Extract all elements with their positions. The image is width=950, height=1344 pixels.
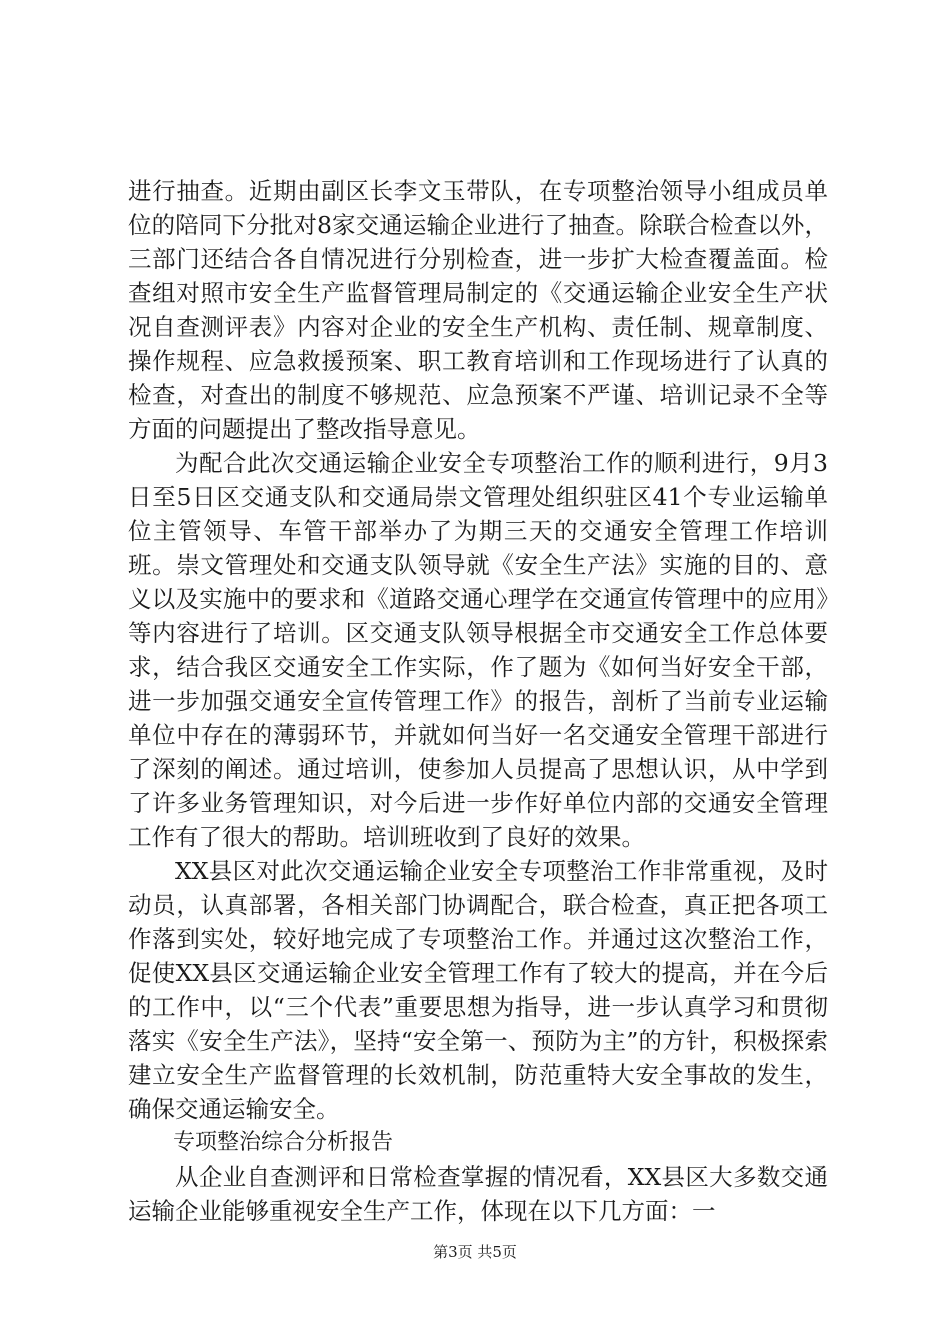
page-footer: 第3页 共5页 — [433, 1243, 517, 1261]
section-heading: 专项整治综合分析报告 — [173, 1130, 394, 1155]
paragraph-inspection: 进行抽查。近期由副区长李文玉带队，在专项整治领导小组成员单位的陪同下分批对8家交通运输企业进行了抽查。除联合检查以外，三部门还结合各自情况进行分别检查，进一步扩大检查覆盖面。检查组对照市安全生产监督管理局制定的《交通运输企业安全生产状况自查测评表》内容对企业的安全生产机构、责任制、规章制度、操作规程、应急救援预案、职工教育培训和工作现场进行了认真的检查，对查出的制度不够规范、应急预案不严谨、培训记录不全等方面的问题提出了整改指导意见。 — [128, 177, 828, 443]
paragraph-analysis: 从企业自查测评和日常检查掌握的情况看，XX县区大多数交通运输企业能够重视安全生产工作，体现在以下几方面：一 — [128, 1163, 828, 1225]
document-body — [128, 174, 828, 1228]
paragraph-summary: XX县区对此次交通运输企业安全专项整治工作非常重视，及时动员，认真部署，各相关部门协调配合，联合检查，真正把各项工作落到实处，较好地完成了专项整治工作。并通过这次整治工作，促使XX县区交通运输企业安全管理工作有了较大的提高，并在今后的工作中，以“三个代表”重要思想为指导，进一步认真学习和贯彻落实《安全生产法》，坚持“安全第一、预防为主”的方针，积极探索建立安全生产监督管理的长效机制，防范重特大安全事故的发生，确保交通运输安全。 — [128, 857, 828, 1123]
paragraph-training: 为配合此次交通运输企业安全专项整治工作的顺利进行，9月3日至5日区交通支队和交通局崇文管理处组织驻区41个专业运输单位主管领导、车管干部举办了为期三天的交通安全管理工作培训班。崇文管理处和交通支队领导就《安全生产法》实施的目的、意义以及实施中的要求和《道路交通心理学在交通宣传管理中的应用》等内容进行了培训。区交通支队领导根据全市交通安全工作总体要求，结合我区交通安全工作实际，作了题为《如何当好安全干部，进一步加强交通安全宣传管理工作》的报告，剖析了当前专业运输单位中存在的薄弱环节，并就如何当好一名交通安全管理干部进行了深刻的阐述。通过培训，使参加人员提高了思想认识，从中学到了许多业务管理知识，对今后进一步作好单位内部的交通安全管理工作有了很大的帮助。培训班收到了良好的效果。 — [128, 449, 828, 851]
